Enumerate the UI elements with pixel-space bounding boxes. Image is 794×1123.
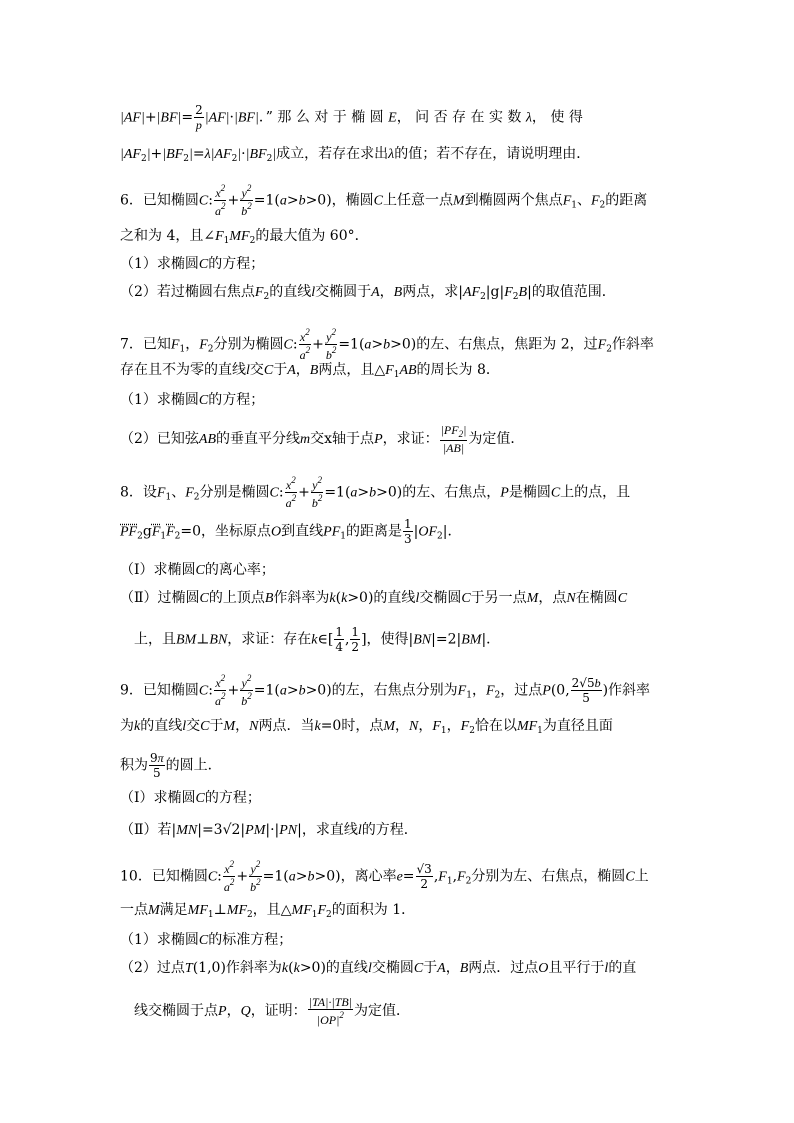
- problem-8-part-2: 上，且BM⊥BN，求证：存在k∈[ $\frac{1}{4}$ , $\frac{1}{2}$ ]，使得|BN|=2|BM|．: [134, 625, 501, 654]
- problem-8-part-2: （Ⅱ）过椭圆C的上顶点B作斜率为k(k>0)的直线l交椭圆C于另一点M，点N在椭圆C: [120, 590, 628, 606]
- problem-6-part-1: （1）求椭圆C的方程；: [120, 256, 265, 272]
- problem-10-part-2: 线交椭圆于点P，Q，证明： $\frac{|TA|\cdot|TB|}{|OP|^2}$ 为定值．: [134, 995, 410, 1027]
- problem-7-line: 存在且不为零的直线l交C于A，B两点，且$\triangle F_1AB$的周长为 8．: [120, 362, 500, 380]
- text-line: |AF|+|BF|= $\frac{2}{p}$ |AF|·|BF|．” 那 么 对 于 椭 圆 E， 问 否 存 在 实 数 λ， 使 得: [120, 103, 583, 132]
- problem-10-part-1: （1）求椭圆C的标准方程；: [120, 932, 293, 948]
- problem-10-part-2: （2）过点T(1,0)作斜率为k(k>0)的直线l交椭圆C于A，B两点．过点O且平行于l的直: [120, 960, 637, 976]
- problem-9-line: 积为 $\frac{9\pi}{5}$ 的圆上．: [120, 751, 222, 780]
- problem-8-part-1: （Ⅰ）求椭圆C的离心率；: [120, 562, 275, 578]
- problem-9-line: 9．已知椭圆C: $\frac{x^2}{a^2}$ + $\frac{y^2}{b^2}$ =1(a>b>0)的左，右焦点分别为$F_1$，$F_2$，过点P(0, $\frac{2√5b}{5}$ )作斜率: [120, 673, 651, 708]
- problem-10-line: 一点M满足$MF_1\perp MF_2$，且$\triangle MF_1F_2$的面积为 1．: [120, 902, 416, 920]
- problem-7-part-1: （1）求椭圆C的方程；: [120, 392, 265, 408]
- problem-9-part-2: （Ⅱ）若|MN|=3√2|PM|·|PN|，求直线l的方程．: [120, 822, 418, 838]
- problem-8-line: $PF_2gF_1F_2=0$，坐标原点O到直线$PF_1$的距离是 $\frac{1}{3}$ $|OF_2|$．: [120, 517, 462, 546]
- problem-6-line: 6．已知椭圆C: $\frac{x^2}{a^2}$ + $\frac{y^2}{b^2}$ =1(a>b>0)，椭圆C上任意一点M到椭圆两个焦点$F_1$、$F_2$的距离: [120, 183, 648, 218]
- problem-9-line: 为k的直线l交C于M，N两点．当k=0时，点M，N，$F_1$，$F_2$恰在以$MF_1$为直径且面: [120, 718, 613, 736]
- problem-7-line: 7．已知$F_1$，$F_2$分别为椭圆C: $\frac{x^2}{a^2}$ + $\frac{y^2}{b^2}$ =1(a>b>0)的左、右焦点，焦距为 2，过$F_2$作斜率: [120, 327, 654, 362]
- text-line: $|AF_2|+|BF_2|=\lambda|AF_2|\cdot|BF_2|$成立，若存在求出λ的值；若不存在，请说明理由．: [120, 146, 591, 164]
- problem-8-line: 8．设$F_1$、$F_2$分别是椭圆C: $\frac{x^2}{a^2}$ + $\frac{y^2}{b^2}$ =1(a>b>0)的左、右焦点，P是椭圆C上的点，且: [120, 475, 631, 510]
- problem-9-part-1: （Ⅰ）求椭圆C的方程；: [120, 790, 261, 806]
- problem-7-part-2: （2）已知弦AB的垂直平分线m交x轴于点P，求证： $\frac{|PF_2|}{|AB|}$ 为定值．: [120, 423, 525, 455]
- problem-6-part-2: （2）若过椭圆右焦点$F_2$的直线l交椭圆于A，B两点，求$|AF_2|g|F_2B|$的取值范围．: [120, 284, 616, 302]
- problem-6-line: 之和为 4，且$\angle F_1MF_2$的最大值为 60°．: [120, 228, 369, 246]
- problem-10-line: 10．已知椭圆C: $\frac{x^2}{a^2}$ + $\frac{y^2}{b^2}$ =1(a>b>0)，离心率e= $\frac{√3}{2}$ $,F_1,F_2$分别为左、右焦点，椭圆C上: [120, 859, 649, 894]
